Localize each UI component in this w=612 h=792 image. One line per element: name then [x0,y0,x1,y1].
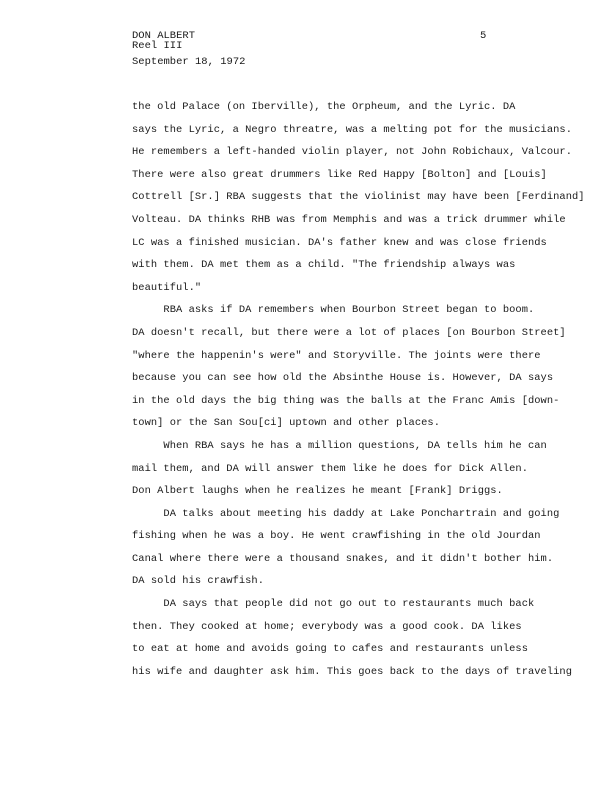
text-line: DA sold his crawfish. [132,575,264,588]
text-line: beautiful." [132,281,202,294]
text-line: to eat at home and avoids going to cafes and restaurants unless [132,643,528,656]
text-line: "where the happenin's were" and Storyville. The joints were there [132,349,541,362]
text-line: then. They cooked at home; everybody was a good cook. DA likes [132,620,522,633]
page-number: 5 [480,30,487,42]
text-line: Volteau. DA thinks RHB was from Memphis and was a trick drummer while [132,213,566,226]
text-line: There were also great drummers like Red Happy [Bolton] and [Louis] [132,168,547,181]
transcript-body [132,96,602,683]
interview-date: September 18, 1972 [132,56,246,68]
text-line: LC was a finished musician. DA's father knew and was close friends [132,236,547,249]
text-line: says the Lyric, a Negro threatre, was a melting pot for the musicians. [132,123,572,136]
text-line: fishing when he was a boy. He went crawfishing in the old Jourdan [132,530,541,543]
text-line: in the old days the big thing was the balls at the Franc Amis [down- [132,394,560,407]
text-line: Don Albert laughs when he realizes he meant [Frank] Driggs. [132,485,503,498]
text-line: Canal where there were a thousand snakes, and it didn't bother him. [132,552,554,565]
text-line: When RBA says he has a million questions, DA tells him he can [132,439,547,452]
text-line: RBA asks if DA remembers when Bourbon Street began to boom. [132,304,535,317]
text-line: mail them, and DA will answer them like he does for Dick Allen. [132,462,528,475]
text-line: with them. DA met them as a child. "The friendship always was [132,259,516,272]
text-line: DA doesn't recall, but there were a lot of places [on Bourbon Street] [132,326,566,339]
interviewee-name: DON ALBERT [132,30,196,42]
text-line: his wife and daughter ask him. This goes back to the days of traveling [132,665,572,678]
text-line: He remembers a left-handed violin player, not John Robichaux, Valcour. [132,146,572,159]
text-line: the old Palace (on Iberville), the Orpheum, and the Lyric. DA [132,101,516,113]
text-line: town] or the San Sou[ci] uptown and other places. [132,417,440,430]
text-line: because you can see how old the Absinthe House is. However, DA says [132,372,554,385]
text-line: DA says that people did not go out to restaurants much back [132,598,535,611]
text-line: DA talks about meeting his daddy at Lake Ponchartrain and going [132,507,560,520]
text-line: Cottrell [Sr.] RBA suggests that the violinist may have been [Ferdinand] [132,191,585,204]
reel-label: Reel III [132,40,183,52]
